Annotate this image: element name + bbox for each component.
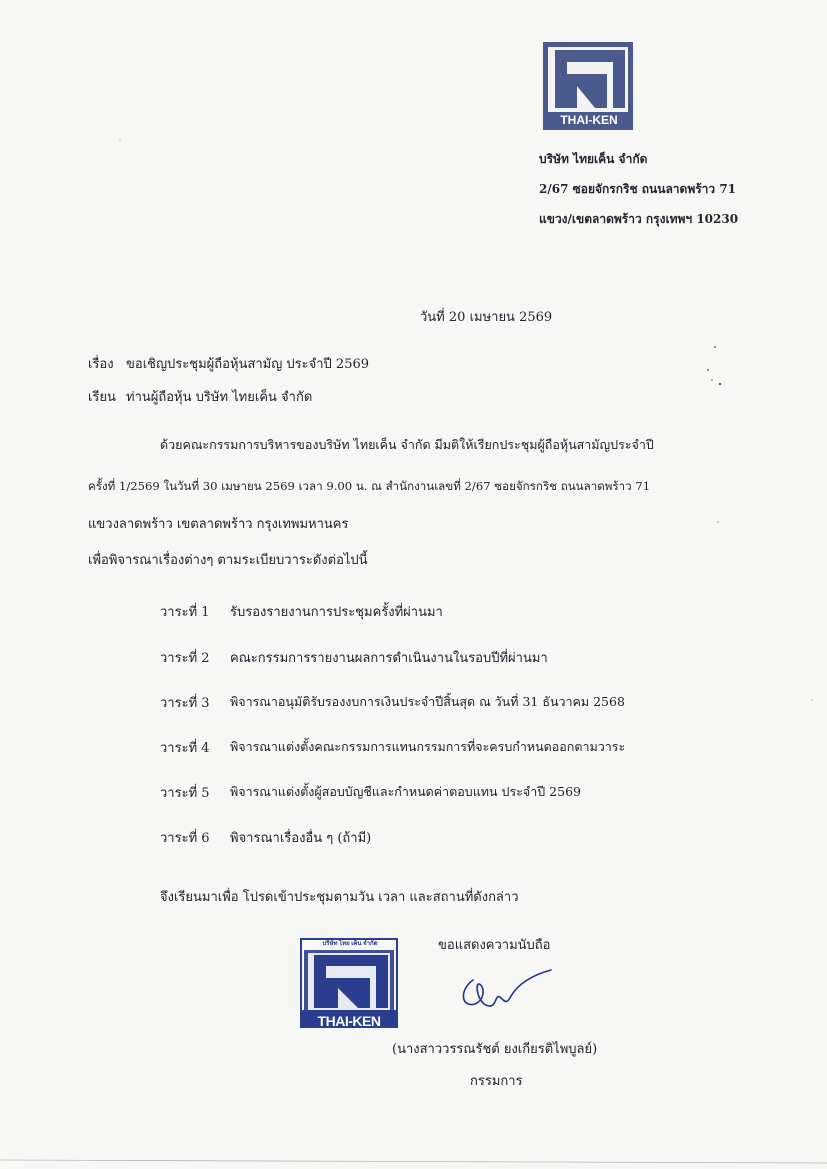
- subject-text: ขอเชิญประชุมผู้ถือหุ้นสามัญ ประจำปี 2569: [126, 357, 370, 372]
- address-line-2: แขวง/เขตลาดพร้าว กรุงเทพฯ 10230: [539, 212, 739, 226]
- address-line-1: 2/67 ซอยจักรกริช ถนนลาดพร้าว 71: [539, 182, 737, 196]
- agenda-number: วาระที่ 4: [160, 741, 210, 756]
- stamp-text: THAI-KEN: [317, 1013, 381, 1029]
- body-line-2: ครั้งที่ 1/2569 ในวันที่ 30 เมษายน 2569 เวลา 9.00 น. ณ สำนักงานเลขที่ 2/67 ซอยจักรกริช ถนนลาดพร้าว 71: [88, 479, 651, 493]
- agenda-number: วาระที่ 1: [160, 605, 210, 620]
- agenda-text: พิจารณาเรื่องอื่น ๆ (ถ้ามี): [230, 831, 372, 846]
- agenda-number: วาระที่ 3: [160, 696, 210, 711]
- body-line-1: ด้วยคณะกรรมการบริหารของบริษัท ไทยเค็น จำกัด มีมติให้เรียกประชุมผู้ถือหุ้นสามัญประจำปี: [160, 437, 654, 452]
- signer-name: (นางสาววรรณรัชต์ ยงเกียรติไพบูลย์): [392, 1042, 598, 1057]
- signer-position: กรรมการ: [470, 1074, 523, 1089]
- agenda-number: วาระที่ 2: [160, 651, 210, 666]
- closing-text: จึงเรียนมาเพื่อ โปรดเข้าประชุมตามวัน เวลา และสถานที่ดังกล่าว: [160, 890, 519, 905]
- agenda-number: วาระที่ 5: [160, 786, 210, 801]
- recipient-label: เรียน: [88, 390, 116, 405]
- subject-label: เรื่อง: [88, 357, 114, 372]
- stamp-top-text: บริษัท ไทย เค็น จำกัด: [322, 941, 378, 947]
- agenda-number: วาระที่ 6: [160, 831, 210, 846]
- agenda-text: พิจารณาแต่งตั้งผู้สอบบัญชีและกำหนดค่าตอบแทน ประจำปี 2569: [230, 784, 581, 799]
- regards-text: ขอแสดงความนับถือ: [438, 938, 551, 953]
- logo-text: THAI-KEN: [560, 113, 618, 127]
- company-name: บริษัท ไทยเค็น จำกัด: [539, 152, 648, 166]
- agenda-text: รับรองรายงานการประชุมครั้งที่ผ่านมา: [230, 605, 443, 620]
- letter-date: วันที่ 20 เมษายน 2569: [420, 310, 553, 325]
- signature: [455, 968, 555, 1018]
- body-line-3: แขวงลาดพร้าว เขตลาดพร้าว กรุงเทพมหานคร: [88, 517, 349, 532]
- body-line-4: เพื่อพิจารณาเรื่องต่างๆ ตามระเบียบวาระดังต่อไปนี้: [88, 553, 368, 568]
- agenda-text: พิจารณาอนุมัติรับรองงบการเงินประจำปีสิ้นสุด ณ วันที่ 31 ธันวาคม 2568: [230, 694, 625, 709]
- agenda-text: พิจารณาแต่งตั้งคณะกรรมการแทนกรรมการที่จะครบกำหนดออกตามวาระ: [230, 739, 626, 754]
- agenda-text: คณะกรรมการรายงานผลการดำเนินงานในรอบปีที่ผ่านมา: [230, 651, 548, 666]
- recipient-text: ท่านผู้ถือหุ้น บริษัท ไทยเค็น จำกัด: [126, 390, 313, 405]
